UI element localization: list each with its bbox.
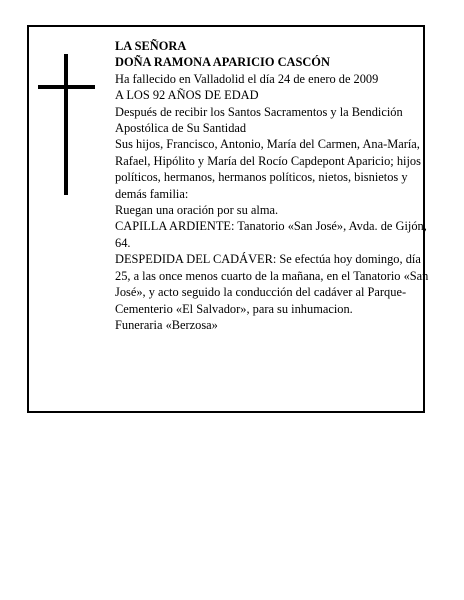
cross-icon	[64, 54, 68, 195]
death-statement: Ha fallecido en Valladolid el día 24 de enero de 2009	[115, 71, 379, 86]
family-statement: Sus hijos, Francisco, Antonio, María del Carmen, Ana-María, Rafael, Hipólito y María del Rocío Capdepont Aparicio; hijos políticos, hermanos, hermanos políticos, nietos, bisnietos y demás familia:	[115, 137, 421, 201]
chapel-info: CAPILLA ARDIENTE: Tanatorio «San José», Avda. de Gijón, 64.	[115, 219, 427, 250]
age-statement: A LOS 92 AÑOS DE EDAD	[115, 88, 259, 103]
funeral-home: Funeraria «Berzosa»	[115, 317, 218, 332]
notice-title: LA SEÑORA	[115, 39, 187, 53]
prayer-request: Ruegan una oración por su alma.	[115, 203, 279, 218]
farewell-info: DESPEDIDA DEL CADÁVER: Se efectúa hoy domingo, día 25, a las once menos cuarto de la mañana, en el Tanatorio «San José», y acto seguido la conducción del cadáver al Parque-Cementerio «El Salvador», para su inhumacion.	[115, 252, 429, 316]
obituary-text	[115, 38, 429, 333]
cross-icon-bar	[38, 85, 95, 89]
sacraments-statement: Después de recibir los Santos Sacramentos y la Bendición Apostólica de Su Santidad	[115, 104, 403, 136]
deceased-name: DOÑA RAMONA APARICIO CASCÓN	[115, 55, 330, 70]
